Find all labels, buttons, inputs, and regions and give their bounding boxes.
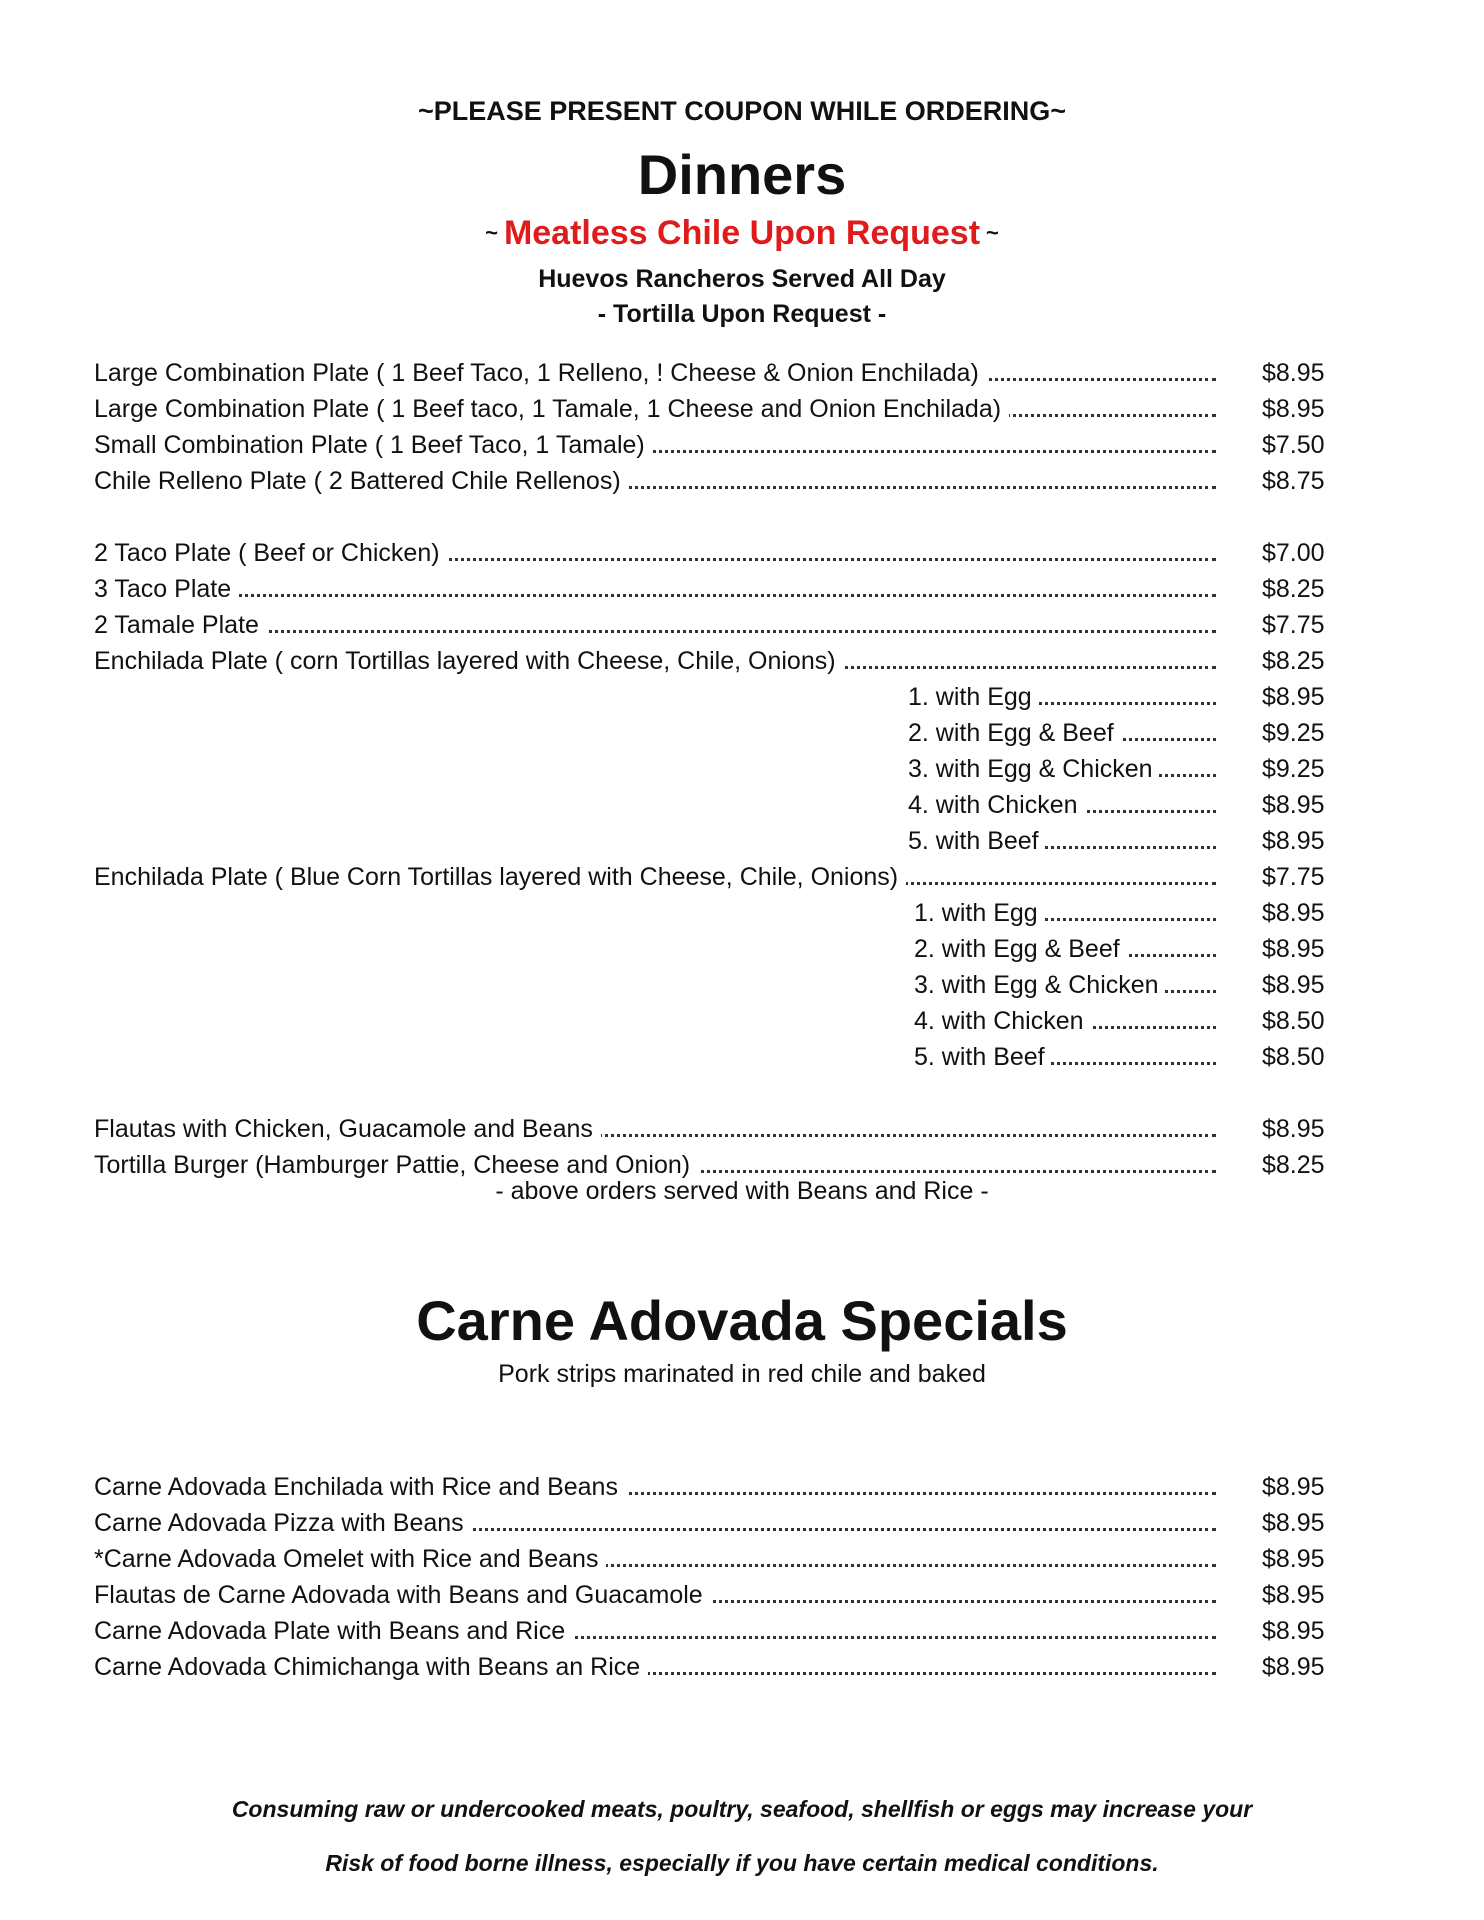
option-price: $8.95 [1262, 791, 1325, 819]
option-item [914, 933, 1342, 965]
option-price: $8.95 [1262, 683, 1325, 711]
option-item [914, 969, 1342, 1001]
item-name: 2 Tamale Plate [94, 609, 267, 641]
menu-item [94, 1651, 1342, 1683]
option-item [914, 897, 1342, 929]
menu-item [94, 1543, 1342, 1575]
item-price: $7.75 [1262, 863, 1325, 891]
option-item [914, 1041, 1342, 1073]
option-price: $8.95 [1262, 935, 1325, 963]
menu-item [94, 1113, 1342, 1145]
item-name: Carne Adovada Enchilada with Rice and Beans [94, 1471, 626, 1503]
menu-item [94, 1507, 1342, 1539]
item-price: $8.95 [1262, 1581, 1325, 1609]
option-price: $8.50 [1262, 1007, 1325, 1035]
item-name: Enchilada Plate ( Blue Corn Tortillas layered with Cheese, Chile, Onions) [94, 861, 906, 893]
item-price: $8.95 [1262, 395, 1325, 423]
menu-item [94, 1615, 1342, 1647]
menu-item [94, 609, 1342, 641]
item-name: Large Combination Plate ( 1 Beef Taco, 1 Relleno, ! Cheese & Onion Enchilada) [94, 357, 987, 389]
menu-item [94, 429, 1342, 461]
item-name: Chile Relleno Plate ( 2 Battered Chile Rellenos) [94, 465, 629, 497]
menu-item [94, 393, 1342, 425]
item-name: Flautas de Carne Adovada with Beans and Guacamole [94, 1579, 711, 1611]
food-safety-warning-line-1: Consuming raw or undercooked meats, poultry, seafood, shellfish or eggs may increase your [231, 1796, 1253, 1822]
item-name: Enchilada Plate ( corn Tortillas layered with Cheese, Chile, Onions) [94, 645, 844, 677]
tilde-left: ~ [485, 220, 498, 245]
option-item [908, 789, 1342, 821]
option-item [908, 753, 1342, 785]
option-price: $8.95 [1262, 827, 1325, 855]
option-name: 3. with Egg & Chicken [908, 753, 1159, 785]
option-item [908, 825, 1342, 857]
menu-item [94, 573, 1342, 605]
item-price: $8.25 [1262, 1151, 1325, 1179]
tilde-right: ~ [986, 220, 999, 245]
item-name: Tortilla Burger (Hamburger Pattie, Cheese and Onion) [94, 1149, 698, 1181]
menu-item [94, 537, 1342, 569]
option-name: 5. with Beef [914, 1041, 1051, 1073]
item-price: $7.00 [1262, 539, 1325, 567]
carne-adovada-title: Carne Adovada Specials [416, 1289, 1068, 1352]
item-name: Small Combination Plate ( 1 Beef Taco, 1 Tamale) [94, 429, 653, 461]
item-price: $8.25 [1262, 575, 1325, 603]
menu-item [94, 357, 1342, 389]
option-name: 1. with Egg [908, 681, 1038, 713]
menu-item [94, 1471, 1342, 1503]
beans-rice-note: - above orders served with Beans and Rice - [495, 1177, 989, 1205]
option-name: 4. with Chicken [908, 789, 1084, 821]
option-price: $9.25 [1262, 719, 1325, 747]
item-price: $8.95 [1262, 1473, 1325, 1501]
food-safety-warning-line-2: Risk of food borne illness, especially if you have certain medical conditions. [325, 1850, 1159, 1876]
item-price: $8.95 [1262, 1115, 1325, 1143]
item-name: 3 Taco Plate [94, 573, 239, 605]
carne-adovada-subtitle: Pork strips marinated in red chile and baked [498, 1360, 986, 1388]
option-name: 5. with Beef [908, 825, 1045, 857]
option-item [908, 681, 1342, 713]
dinners-title: Dinners [637, 143, 847, 206]
meatless-text: Meatless Chile Upon Request [503, 214, 981, 252]
item-name: 2 Taco Plate ( Beef or Chicken) [94, 537, 448, 569]
option-name: 1. with Egg [914, 897, 1044, 929]
option-name: 2. with Egg & Beef [908, 717, 1120, 749]
option-price: $8.50 [1262, 1043, 1325, 1071]
item-price: $8.95 [1262, 1545, 1325, 1573]
item-price: $8.95 [1262, 1653, 1325, 1681]
option-name: 3. with Egg & Chicken [914, 969, 1165, 1001]
menu-item [94, 861, 1342, 893]
item-price: $8.25 [1262, 647, 1325, 675]
item-name: *Carne Adovada Omelet with Rice and Beans [94, 1543, 606, 1575]
item-name: Carne Adovada Pizza with Beans [94, 1507, 472, 1539]
item-name: Large Combination Plate ( 1 Beef taco, 1 Tamale, 1 Cheese and Onion Enchilada) [94, 393, 1009, 425]
menu-item [94, 645, 1342, 677]
tortilla-notice: - Tortilla Upon Request - [597, 300, 887, 328]
dot-leader [94, 594, 1216, 597]
item-price: $8.95 [1262, 1617, 1325, 1645]
item-price: $7.50 [1262, 431, 1325, 459]
coupon-notice: ~PLEASE PRESENT COUPON WHILE ORDERING~ [417, 96, 1067, 126]
huevos-notice: Huevos Rancheros Served All Day [538, 265, 946, 293]
item-price: $8.95 [1262, 1509, 1325, 1537]
option-item [914, 1005, 1342, 1037]
option-price: $9.25 [1262, 755, 1325, 783]
option-item [908, 717, 1342, 749]
menu-item [94, 1579, 1342, 1611]
option-price: $8.95 [1262, 971, 1325, 999]
item-price: $8.95 [1262, 359, 1325, 387]
meatless-notice [0, 214, 1484, 253]
item-name: Carne Adovada Chimichanga with Beans an Rice [94, 1651, 648, 1683]
menu-item [94, 465, 1342, 497]
option-name: 2. with Egg & Beef [914, 933, 1126, 965]
option-price: $8.95 [1262, 899, 1325, 927]
item-name: Flautas with Chicken, Guacamole and Beans [94, 1113, 601, 1145]
item-name: Carne Adovada Plate with Beans and Rice [94, 1615, 573, 1647]
option-name: 4. with Chicken [914, 1005, 1090, 1037]
item-price: $8.75 [1262, 467, 1325, 495]
item-price: $7.75 [1262, 611, 1325, 639]
